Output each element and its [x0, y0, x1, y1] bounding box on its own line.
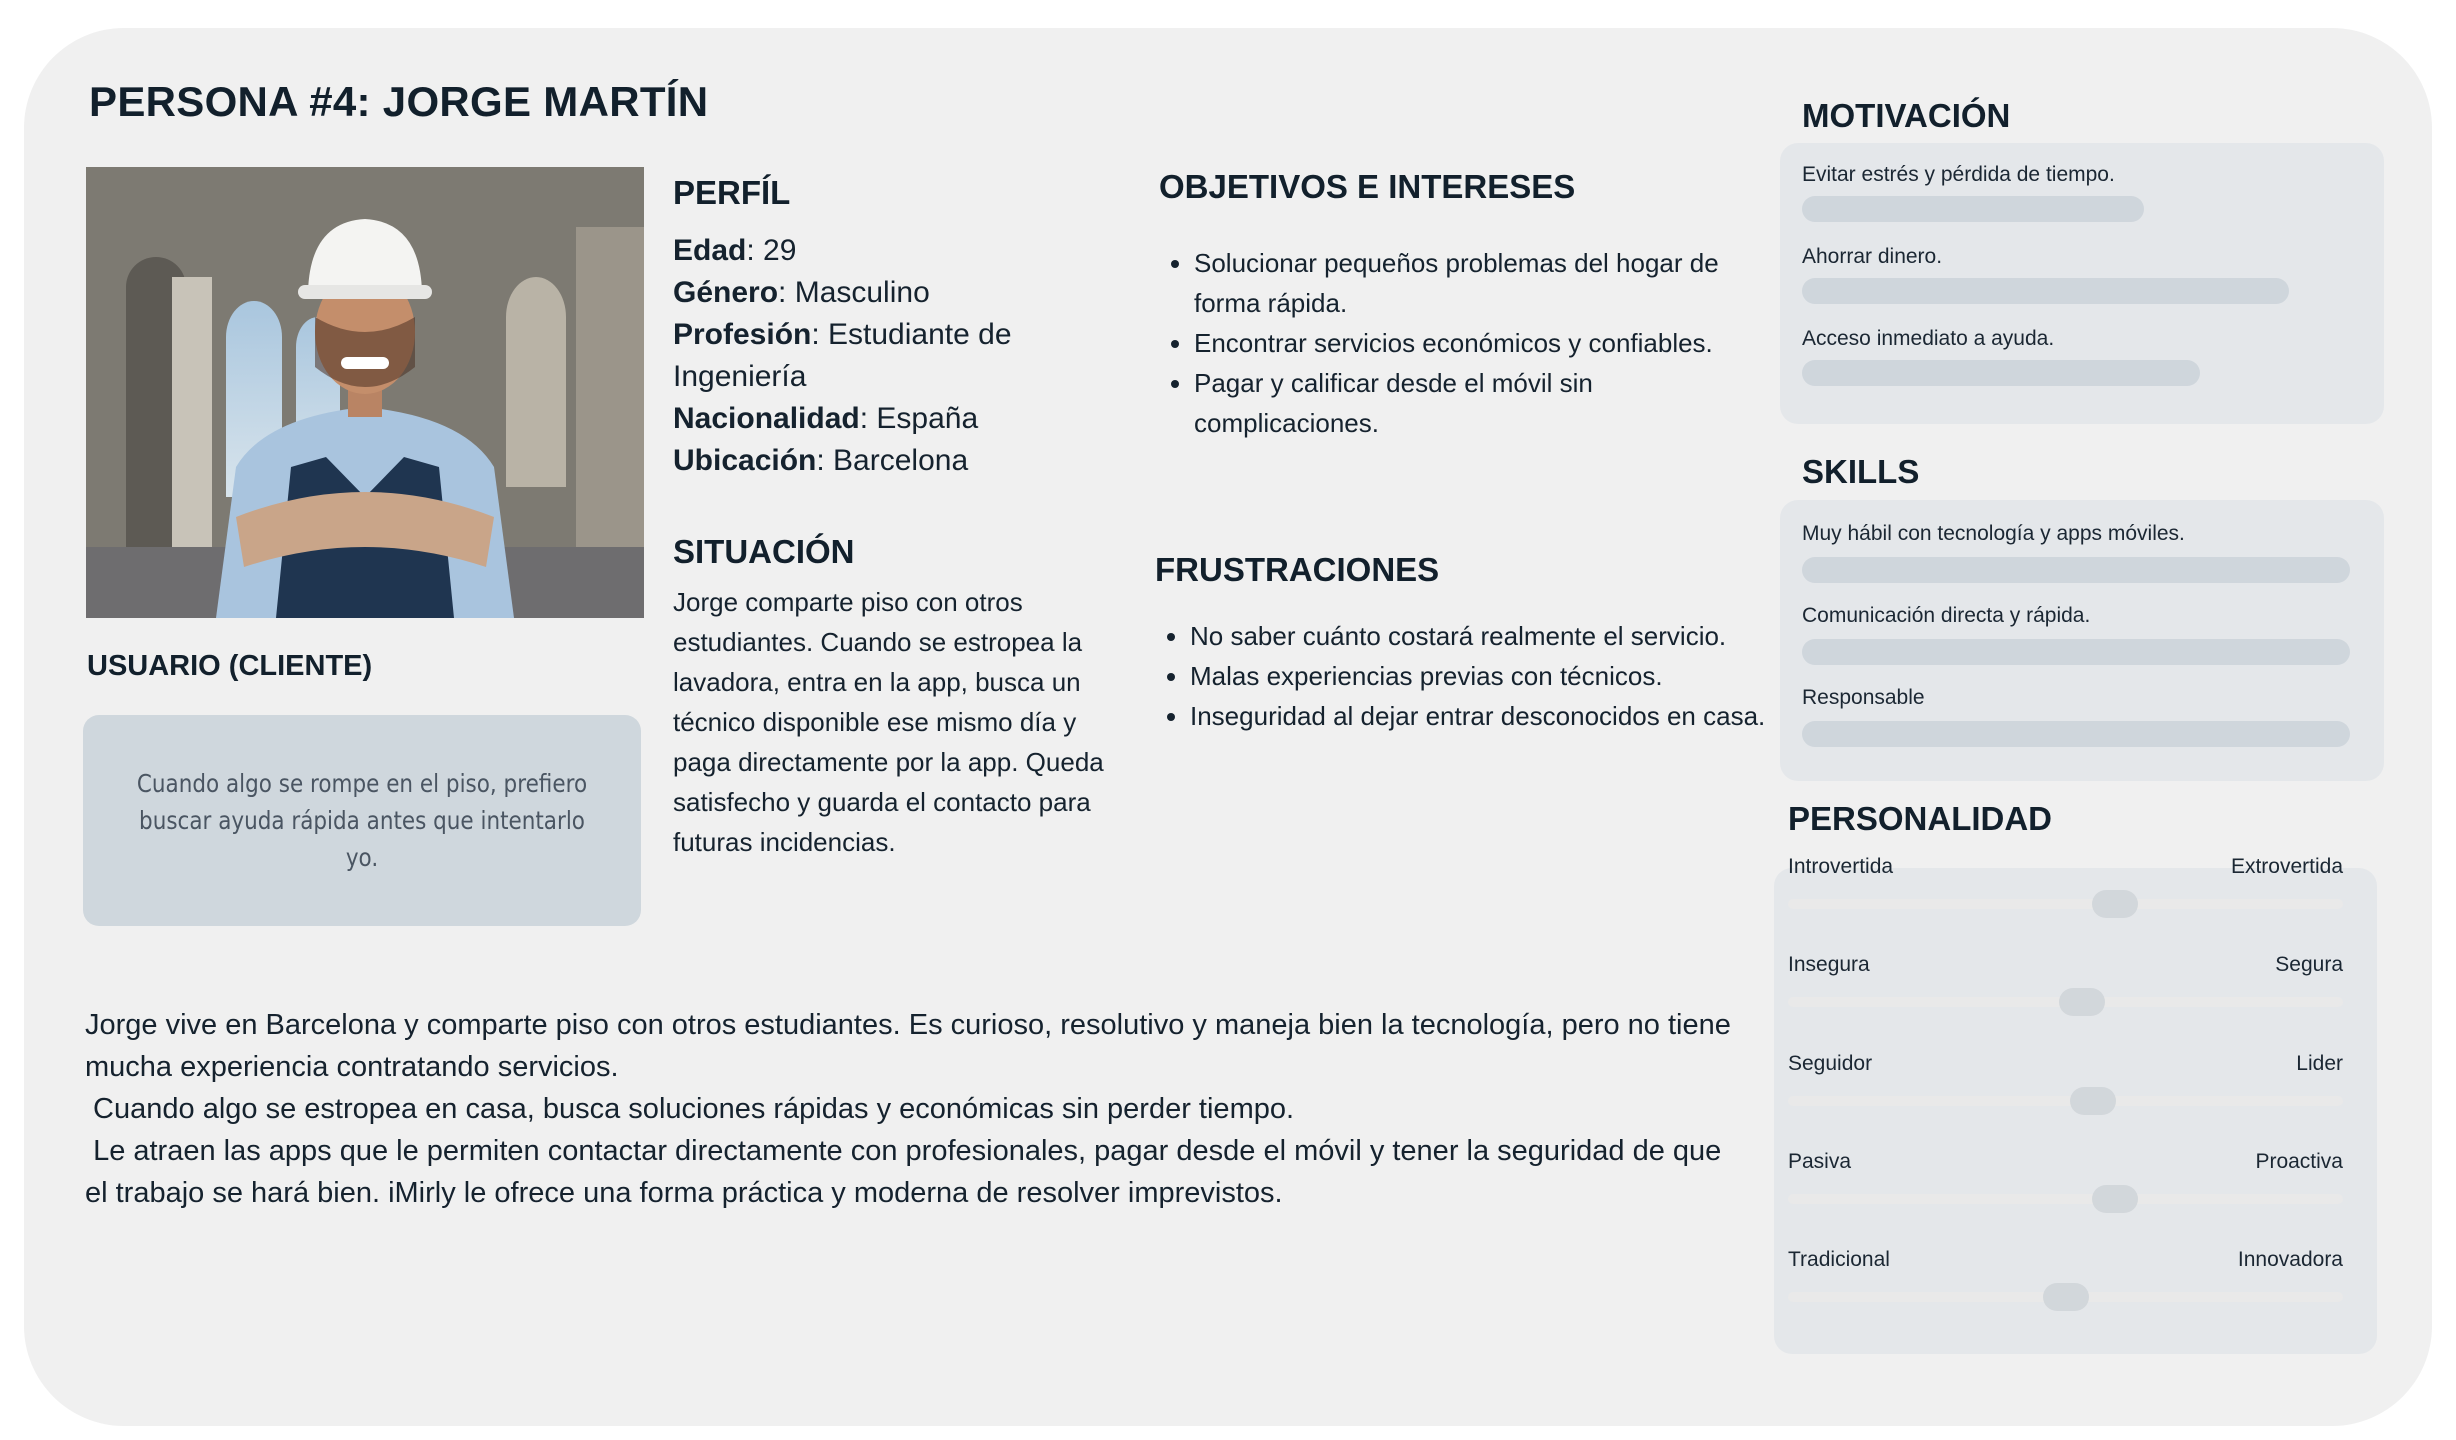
frustration-item: • Inseguridad al dejar entrar desconocidos en casa. [1190, 696, 1776, 736]
trait-track [1788, 899, 2343, 909]
trait-left-label: Insegura [1788, 953, 1870, 976]
trait-right-label: Proactiva [2255, 1150, 2343, 1173]
trait-knob[interactable] [2092, 1185, 2138, 1213]
trait-left-label: Tradicional [1788, 1248, 1890, 1271]
goal-item: • Encontrar servicios económicos y confiables. [1194, 323, 1720, 363]
trait-left-label: Introvertida [1788, 855, 1894, 878]
bio-line: Le atraen las apps que le permiten contactar directamente con profesionales, pagar desde el móvil y tener la seguridad de que el trabajo se hará bien. iMirly le ofrece una forma práctica y moderna de resolver imprevistos. [85, 1135, 1730, 1209]
profile-profession: Profesión: Estudiante de Ingeniería [673, 318, 1012, 393]
trait-left-label: Pasiva [1788, 1150, 1852, 1173]
skill-label: Muy hábil con tecnología y apps móviles. [1802, 522, 2185, 545]
trait-knob[interactable] [2043, 1283, 2089, 1311]
goal-item: • Pagar y calificar desde el móvil sin complicaciones. [1194, 363, 1720, 443]
trait-right-label: Innovadora [2237, 1248, 2343, 1271]
persona-quote: Cuando algo se rompe en el piso, prefiero buscar ayuda rápida antes que intentarlo yo. [136, 769, 588, 872]
skills-panel [1780, 500, 2384, 781]
frustrations-list [1156, 616, 1776, 736]
motivation-bar [1802, 278, 2289, 304]
situation-heading: SITUACIÓN [673, 533, 855, 570]
skill-bar [1802, 721, 2350, 747]
bio-line: Cuando algo se estropea en casa, busca soluciones rápidas y económicas sin perder tiempo. [85, 1093, 1295, 1125]
motivation-label: Evitar estrés y pérdida de tiempo. [1802, 163, 2115, 186]
motivation-label: Ahorrar dinero. [1802, 245, 1943, 268]
trait-left-label: Seguidor [1788, 1052, 1873, 1075]
profile-heading: PERFÍL [673, 174, 791, 211]
user-type-label: USUARIO (CLIENTE) [87, 650, 373, 682]
profile-fields [673, 230, 1073, 482]
goals-heading: OBJETIVOS E INTERESES [1159, 168, 1576, 205]
situation-text: Jorge comparte piso con otros estudiantes. Cuando se estropea la lavadora, entra en la app, busca un técnico disponible ese mismo día y paga directamente por la app. Queda satisfecho y guarda el contacto para futuras incidencias. [673, 587, 1104, 857]
skill-bar [1802, 557, 2350, 583]
trait-knob[interactable] [2059, 988, 2105, 1016]
personality-heading: PERSONALIDAD [1788, 800, 2053, 837]
motivation-label: Acceso inmediato a ayuda. [1802, 327, 2055, 350]
trait-right-label: Extrovertida [2230, 855, 2343, 878]
frustrations-heading: FRUSTRACIONES [1155, 551, 1440, 588]
motivation-panel [1780, 143, 2384, 424]
skills-heading: SKILLS [1802, 453, 1920, 490]
frustration-item: • No saber cuánto costará realmente el servicio. [1190, 616, 1776, 656]
personality-sliders [1788, 855, 2343, 1335]
quote-box [83, 715, 641, 926]
frustration-item: • Malas experiencias previas con técnicos. [1190, 656, 1776, 696]
worker-photo-illustration [86, 167, 644, 618]
page-title: PERSONA #4: JORGE MARTÍN [89, 78, 709, 125]
trait-knob[interactable] [2070, 1087, 2116, 1115]
trait-knob[interactable] [2092, 890, 2138, 918]
profile-gender: Género: Masculino [673, 276, 930, 309]
skill-label: Comunicación directa y rápida. [1802, 604, 2091, 627]
profile-location: Ubicación: Barcelona [673, 444, 969, 477]
bio [85, 1004, 1745, 1214]
goals-list [1160, 243, 1720, 443]
trait-right-label: Lider [2296, 1052, 2343, 1075]
skill-label: Responsable [1802, 686, 1925, 709]
motivation-heading: MOTIVACIÓN [1802, 97, 2011, 134]
motivation-bar [1802, 360, 2200, 386]
motivation-bar [1802, 196, 2144, 222]
skill-bar [1802, 639, 2350, 665]
profile-age: Edad: 29 [673, 234, 797, 267]
worker-photo [86, 167, 644, 618]
trait-right-label: Segura [2275, 953, 2343, 976]
profile-nationality: Nacionalidad: España [673, 402, 979, 435]
goal-item: • Solucionar pequeños problemas del hogar de forma rápida. [1194, 243, 1720, 323]
trait-track [1788, 1096, 2343, 1106]
trait-track [1788, 1194, 2343, 1204]
bio-line: Jorge vive en Barcelona y comparte piso con otros estudiantes. Es curioso, resolutivo y maneja bien la tecnología, pero no tiene mucha experiencia contratando servicios. [85, 1009, 1731, 1083]
